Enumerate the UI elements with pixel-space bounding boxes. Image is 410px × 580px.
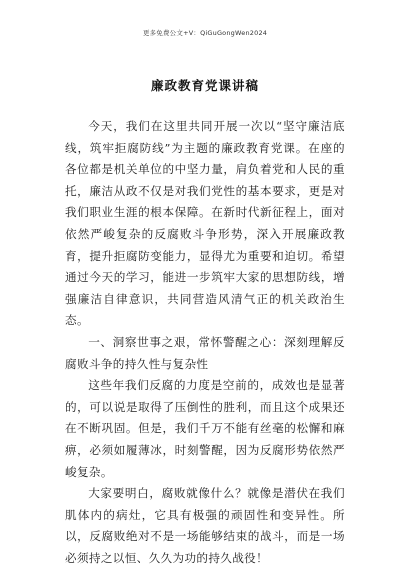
paragraph-3: 大家要明白，腐败就像什么？就像是潜伏在我们肌体内的病灶，它具有极强的顽固性和变异性。所以，反腐败绝对不是一场能够结束的战斗，而是一场必须持之以恒、久久为功的持久战役！	[65, 486, 345, 565]
paragraph-2: 这些年我们反腐的力度是空前的，成效也是显著的，可以说是取得了压倒性的胜利，而且这个成果还在不断巩固。但是，我们千万不能有丝毫的松懈和麻痹，必须如履薄冰，时刻警醒，因为反腐形势依然严峻复杂。	[65, 378, 345, 479]
document-body	[65, 116, 345, 569]
document-title: 廉政教育党课讲稿	[150, 78, 259, 93]
section-heading-1: 一、洞察世事之艰，常怀警醒之心：深刻理解反腐败斗争的持久性与复杂性	[65, 334, 345, 371]
header-note: 更多免费公文+V：QiGuGongWen2024	[142, 29, 268, 37]
paragraph-intro: 今天，我们在这里共同开展一次以“坚守廉洁底线，筑牢拒腐防线”为主题的廉政教育党课。在座的各位都是机关单位的中坚力量，肩负着党和人民的重托，廉洁从政不仅是对我们党性的基本要求，更是对我们职业生涯的根本保障。在新时代新征程上，面对依然严峻复杂的反腐败斗争形势，深入开展廉政教育，提升拒腐防变能力，显得尤为重要和迫切。希望通过今天的学习，能进一步筑牢大家的思想防线，增强廉洁自律意识，共同营造风清气正的机关政治生态。	[65, 119, 345, 328]
